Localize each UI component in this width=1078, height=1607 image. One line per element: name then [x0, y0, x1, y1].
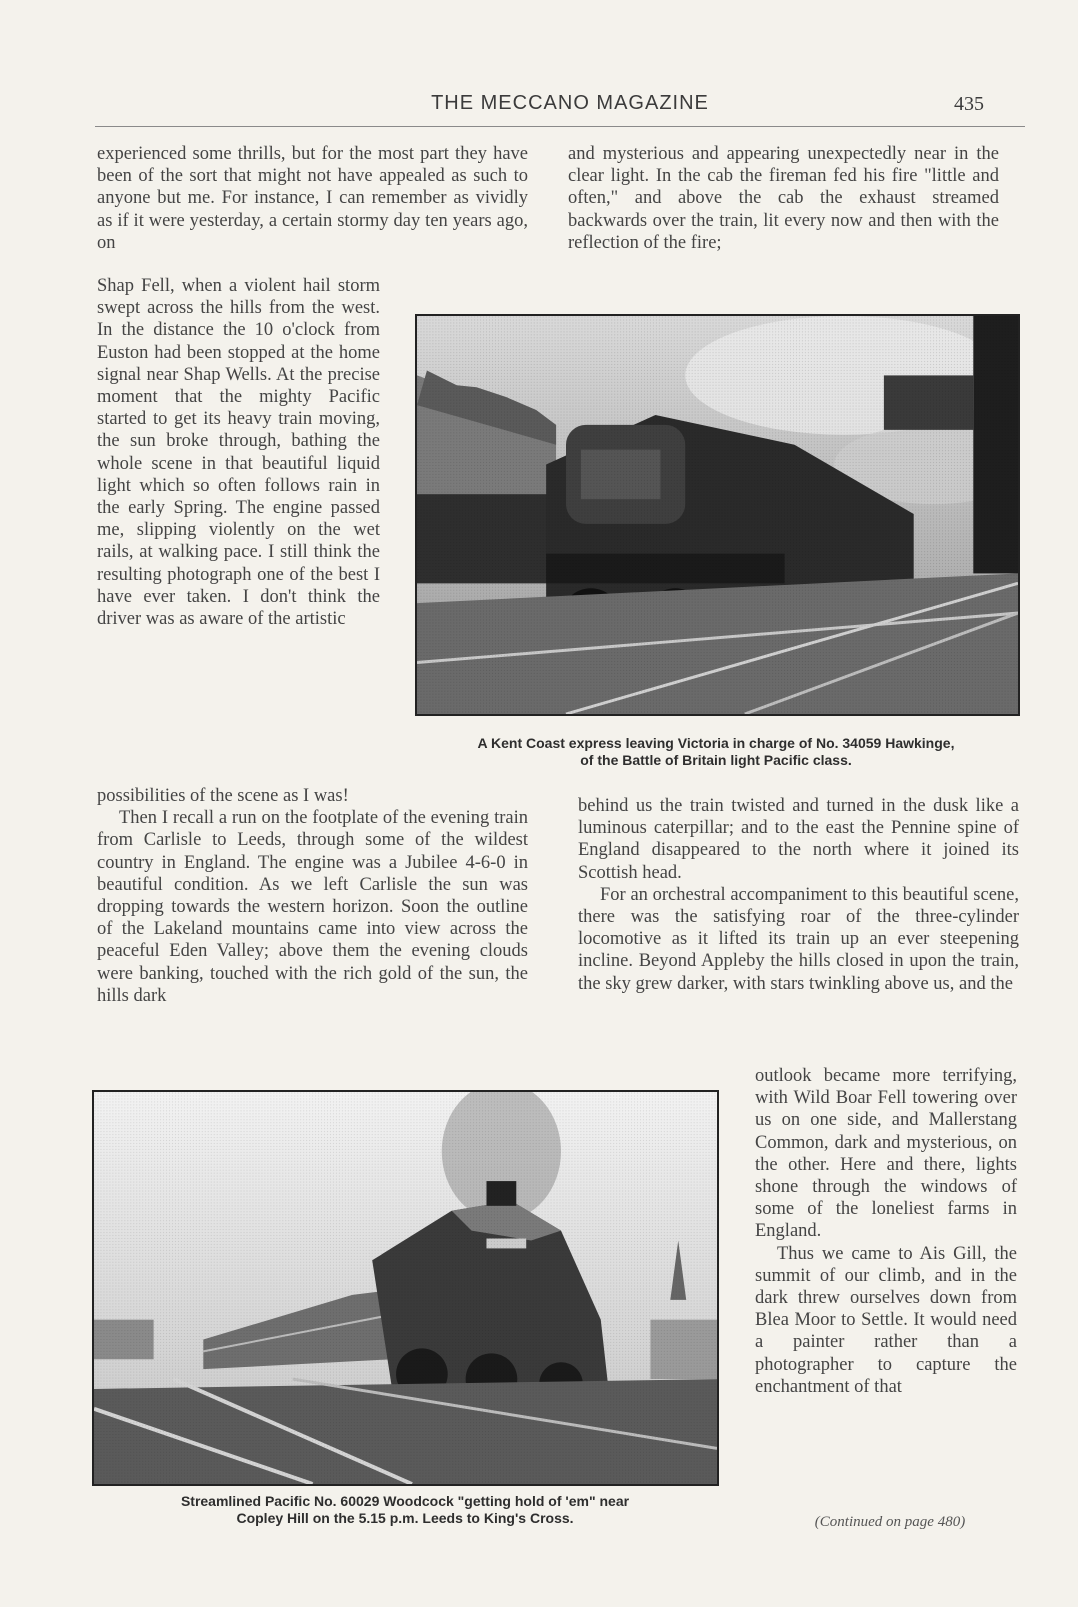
col2-top-text — [568, 143, 999, 254]
locomotive-photo-image — [417, 316, 1018, 714]
header-rule — [95, 126, 1025, 127]
caption-line: A Kent Coast express leaving Victoria in charge of No. 34059 Hawkinge, — [477, 735, 955, 751]
photo-woodcock-pacific — [92, 1090, 719, 1486]
col2-middle-text — [578, 795, 1019, 995]
continued-note: (Continued on page 480) — [814, 1514, 966, 1530]
col1-bottom-text — [97, 785, 528, 1007]
col1-top-text — [97, 143, 528, 254]
paragraph: experienced some thrills, but for the most part they have been of the sort that might not have appealed as such to anyone but me. For instance, I can remember as vividly as if it were yesterday, a certain stormy day ten years ago, on — [97, 144, 528, 253]
paragraph: behind us the train twisted and turned in the dusk like a luminous caterpillar; and to the east the Pennine spine of England disappeared to the north where it joined its Scottish head. — [578, 796, 1019, 883]
paragraph: possibilities of the scene as I was! — [97, 786, 349, 806]
col2-narrow-text — [755, 1065, 1017, 1398]
photo-kent-coast-express — [415, 314, 1020, 716]
paragraph: Shap Fell, when a violent hail storm swept across the hills from the west. In the distance the 10 o'clock from Euston had been stopped at the home signal near Shap Wells. At the precise moment that the mighty Pacific started to get its heavy train moving, the sun broke through, bathing the whole scene in that beautiful liquid light which so often follows rain in the early Spring. The engine passed me, slipping violently on the wet rails, at walking pace. I still think the resulting photograph one of the best I have ever taken. I don't think the driver was as aware of the artistic — [97, 276, 380, 630]
paragraph: Then I recall a run on the footplate of the evening train from Carlisle to Leeds, through some of the wildest country in England. The engine was a Jubilee 4-6-0 in beautiful condition. As we left Carlisle the sun was dropping towards the western horizon. Soon the outline of the Lakeland mountains came into view across the peaceful Eden Valley; above them the evening clouds were banking, touched with the rich gold of the sun, the hills dark — [97, 808, 528, 1006]
paragraph: Thus we came to Ais Gill, the summit of our climb, and in the dark threw ourselves down from Blea Moor to Settle. It would need a painter rather than a photographer to capture the enchantment of that — [755, 1243, 1017, 1397]
caption-line: Streamlined Pacific No. 60029 Woodcock "getting hold of 'em" near — [180, 1493, 630, 1509]
photo-kent-coast-caption — [405, 735, 1027, 769]
paragraph: outlook became more terrifying, with Wild Boar Fell towering over us on one side, and Mallerstang Common, dark and mysterious, on the other. Here and there, lights shone through the windows of some of the loneliest farms in England. — [755, 1066, 1017, 1242]
locomotive-photo-image — [94, 1092, 717, 1484]
photo-woodcock-caption — [80, 1493, 730, 1527]
caption-line: Copley Hill on the 5.15 p.m. Leeds to King's Cross. — [236, 1510, 574, 1526]
caption-line: of the Battle of Britain light Pacific class. — [580, 752, 852, 768]
paragraph: For an orchestral accompaniment to this beautiful scene, there was the satisfying roar of the three-cylinder locomotive as it lifted its train up an ever steepening incline. Beyond Appleby the hills closed in upon the train, the sky grew darker, with stars twinkling above us, and the — [578, 884, 1019, 994]
page-number: 435 — [954, 93, 984, 115]
paragraph: and mysterious and appearing unexpectedly near in the clear light. In the cab the fireman fed his fire "little and often," and above the cab the exhaust streamed backwards over the train, lit every now and then with the reflection of the fire; — [568, 144, 999, 253]
magazine-title: THE MECCANO MAGAZINE — [431, 92, 709, 114]
col1-narrow-text — [97, 275, 380, 630]
